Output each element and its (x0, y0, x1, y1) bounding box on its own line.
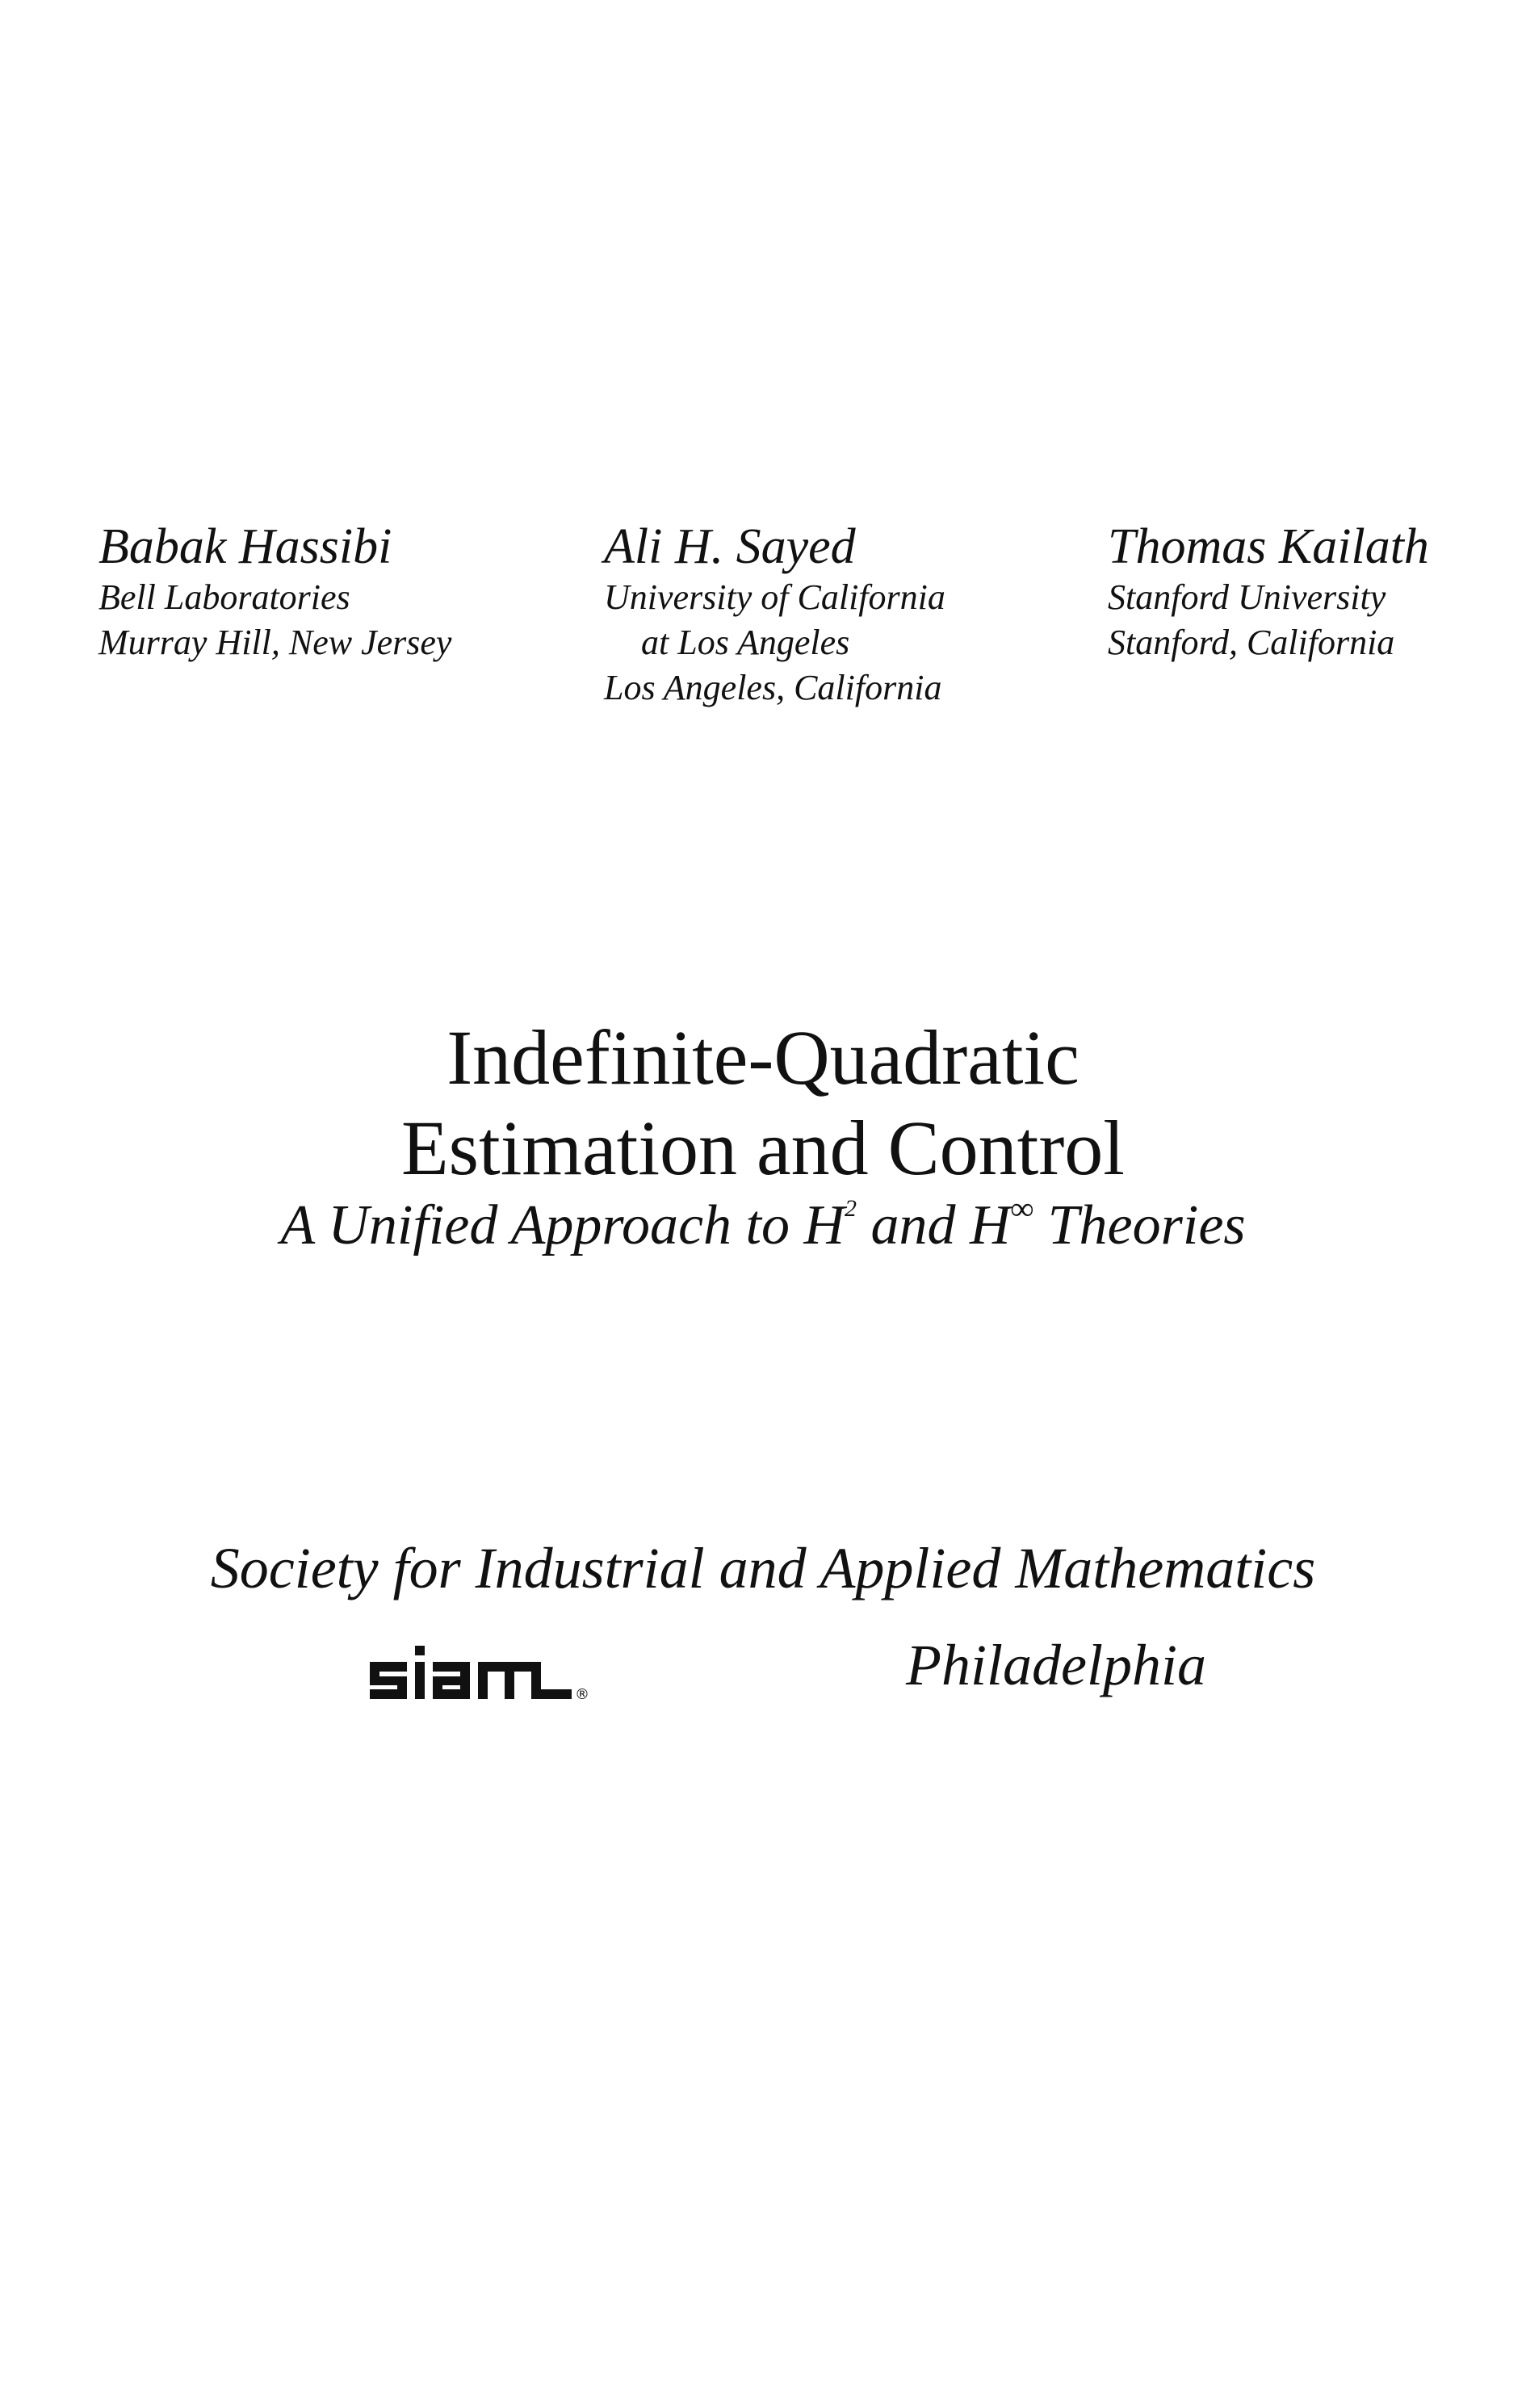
author-location: Stanford, California (1108, 623, 1395, 662)
subtitle-superscript-infinity: ∞ (1010, 1190, 1034, 1227)
siam-logo (368, 1641, 594, 1705)
subtitle-text-2: and H (857, 1194, 1011, 1256)
author-block-sayed (604, 518, 945, 711)
author-block-hassibi (99, 518, 451, 665)
book-subtitle (0, 1190, 1526, 1258)
book-title-line-1: Indefinite-Quadratic (446, 1014, 1080, 1101)
subtitle-text-3: Theories (1033, 1194, 1246, 1256)
publisher-city: Philadelphia (906, 1633, 1206, 1697)
author-affiliation-continued: at Los Angeles (641, 623, 850, 662)
author-affiliation: Bell Laboratories (99, 577, 350, 617)
publisher-name: Society for Industrial and Applied Mathematics (210, 1536, 1316, 1600)
author-location: Los Angeles, California (604, 668, 942, 707)
subtitle-superscript-2: 2 (845, 1195, 857, 1222)
author-name: Babak Hassibi (99, 519, 392, 574)
book-title-block (0, 1013, 1526, 1258)
subtitle-text-1: A Unified Approach to H (280, 1194, 845, 1256)
author-location: Murray Hill, New Jersey (99, 623, 452, 662)
author-block-kailath (1108, 518, 1429, 665)
author-affiliation: Stanford University (1108, 577, 1386, 617)
author-name: Thomas Kailath (1108, 519, 1429, 574)
author-affiliation: University of California (604, 577, 945, 617)
registered-mark: ® (575, 1686, 589, 1703)
book-title-line-2: Estimation and Control (401, 1105, 1125, 1191)
author-name: Ali H. Sayed (604, 519, 856, 574)
